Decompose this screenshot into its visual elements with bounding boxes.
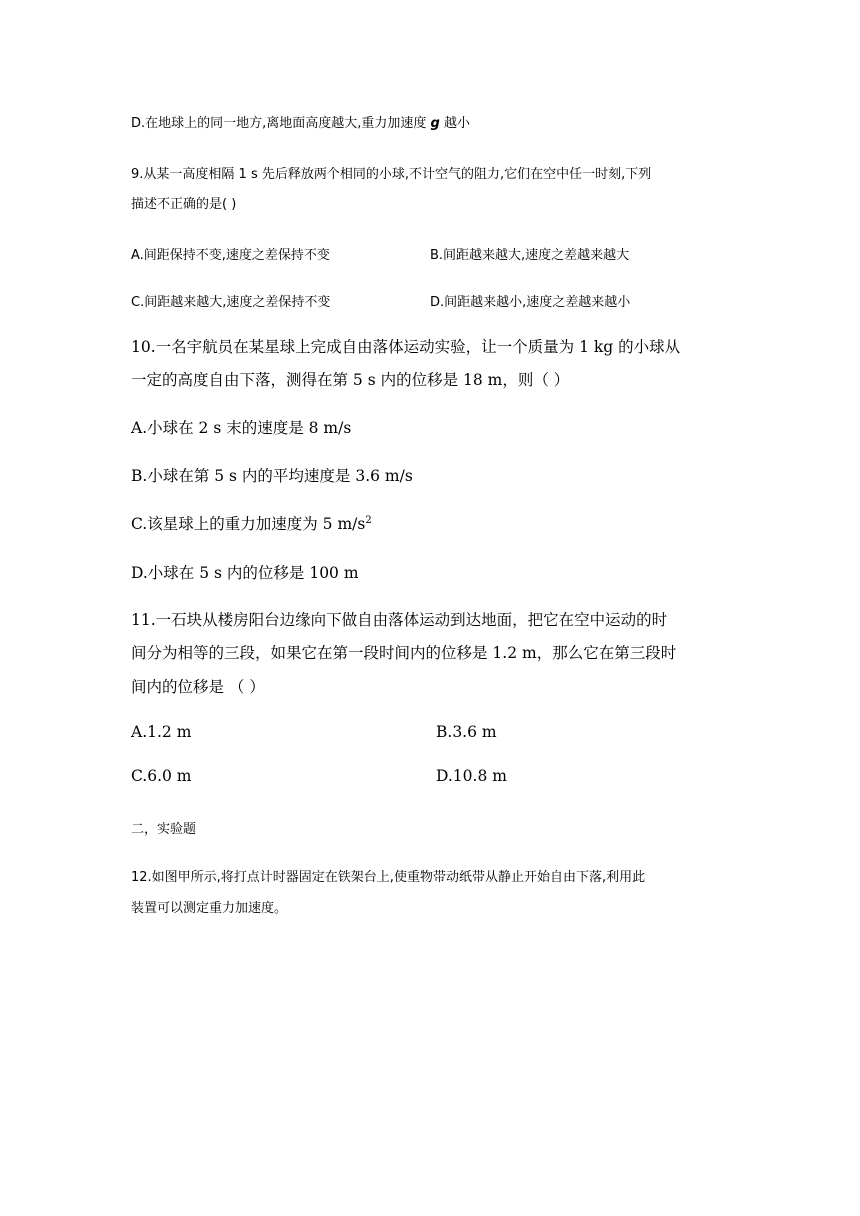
q11-stem-line2: 间分为相等的三段，如果它在第一段时间内的位移是 1.2 m，那么它在第三段时 — [131, 644, 677, 662]
q8-option-d — [131, 112, 470, 131]
q11-option-a: A.1.2 m — [131, 723, 192, 741]
q11-option-c: C.6.0 m — [131, 767, 192, 785]
q11-stem-line3: 间内的位移是 （ ） — [131, 678, 265, 696]
q10-stem-line1: 10.一名宇航员在某星球上完成自由落体运动实验，让一个质量为 1 kg 的小球从 — [131, 338, 681, 356]
q11-stem-line1: 11.一石块从楼房阳台边缘向下做自由落体运动到达地面，把它在空中运动的时 — [131, 611, 668, 629]
q8-option-d-suffix: 越小 — [439, 116, 470, 131]
q9-stem-line2: 描述不正确的是( ) — [131, 197, 237, 212]
section-heading-experiment: 二，实验题 — [131, 822, 197, 837]
q10-stem-line2: 一定的高度自由下落，测得在第 5 s 内的位移是 18 m，则（ ） — [131, 371, 570, 389]
q10-option-c-text: C.该星球上的重力加速度为 5 m/s — [131, 515, 366, 533]
q10-option-d: D.小球在 5 s 内的位移是 100 m — [131, 564, 359, 582]
q9-option-d: D.间距越来越小,速度之差越来越小 — [430, 295, 631, 310]
q9-option-c: C.间距越来越大,速度之差保持不变 — [131, 295, 331, 310]
q9-option-b: B.间距越来越大,速度之差越来越大 — [430, 248, 630, 263]
q8-option-d-prefix: D.在地球上的同一地方,离地面高度越大,重力加速度 — [131, 116, 431, 131]
q9-option-a: A.间距保持不变,速度之差保持不变 — [131, 248, 330, 263]
q11-option-d: D.10.8 m — [436, 767, 507, 785]
q12-stem-line1: 12.如图甲所示,将打点计时器固定在铁架台上,使重物带动纸带从静止开始自由下落,利用此 — [131, 870, 646, 885]
q10-option-b: B.小球在第 5 s 内的平均速度是 3.6 m/s — [131, 467, 413, 485]
q10-option-c-superscript: 2 — [365, 514, 372, 526]
q10-option-a: A.小球在 2 s 末的速度是 8 m/s — [131, 419, 352, 437]
q12-stem-line2: 装置可以测定重力加速度。 — [131, 901, 288, 916]
q9-stem-line1: 9.从某一高度相隔 1 s 先后释放两个相同的小球,不计空气的阻力,它们在空中任一时刻,下列 — [131, 167, 652, 182]
q10-option-c — [131, 512, 372, 534]
q11-option-b: B.3.6 m — [436, 723, 497, 741]
q8-option-d-symbol: g — [430, 116, 440, 131]
